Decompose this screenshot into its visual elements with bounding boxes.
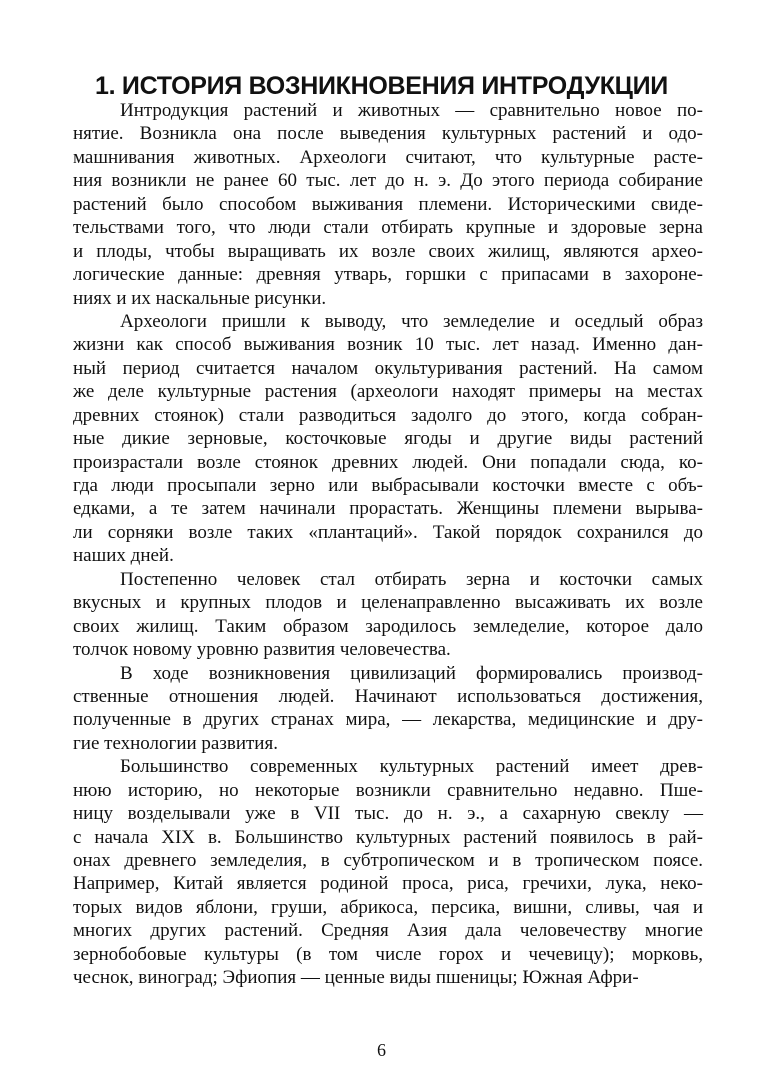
- text-line: нюю историю, но некоторые возникли сравнительно недавно. Пше-: [73, 779, 703, 801]
- text-line: гда люди просыпали зерно или выбрасывали косточки вместе с объ-: [73, 475, 703, 496]
- text-line: с начала XIX в. Большинство культурных растений появилось в рай-: [73, 826, 703, 848]
- paragraph: [73, 568, 703, 662]
- text-line: древних стоянок) стали разводиться задолго до этого, когда собран-: [73, 404, 703, 426]
- text-line: ницу возделывали уже в VII тыс. до н. э., а сахарную свеклу —: [73, 803, 703, 825]
- text-line: толчок новому уровню развития человечества.: [73, 639, 451, 661]
- body-text: [73, 99, 703, 990]
- text-line: ния возникли не ранее 60 тыс. лет до н. э. До этого периода собирание: [73, 170, 703, 192]
- text-line: В ходе возникновения цивилизаций формировались производ-: [120, 662, 703, 684]
- text-line: ли сорняки возле таких «плантаций». Такой порядок сохранился до: [73, 521, 703, 543]
- text-line: Большинство современных культурных растений имеет древ-: [120, 756, 703, 778]
- text-line: многих других растений. Средняя Азия дала человечеству многие: [73, 920, 703, 942]
- text-line: вкусных и крупных плодов и целенаправленно высаживать их возле: [73, 592, 703, 614]
- text-line: гие технологии развития.: [73, 732, 278, 754]
- text-line: же деле культурные растения (археологи находят примеры на местах: [73, 381, 703, 403]
- text-line: растений было способом выживания племени. Историческими свиде-: [73, 193, 703, 215]
- text-line: ниях и их наскальные рисунки.: [73, 287, 327, 309]
- text-line: нятие. Возникла она после выведения культурных растений и одо-: [73, 123, 703, 145]
- text-line: онах древнего земледелия, в субтропическом и в тропическом поясе.: [73, 850, 703, 871]
- text-line: торых видов яблони, груши, абрикоса, персика, вишни, сливы, чая и: [73, 896, 703, 918]
- paragraph: [73, 755, 703, 989]
- paragraph: [73, 310, 703, 568]
- text-line: Интродукция растений и животных — сравнительно новое по-: [120, 100, 703, 121]
- text-line: Археологи пришли к выводу, что земледелие и оседлый образ: [120, 310, 703, 332]
- text-line: зернобобовые культуры (в том числе горох и чечевицу); морковь,: [73, 943, 703, 965]
- text-line: наших дней.: [73, 545, 174, 567]
- text-line: ные дикие зерновые, косточковые ягоды и другие виды растений: [73, 428, 703, 450]
- text-line: жизни как способ выживания возник 10 тыс. лет назад. Именно дан-: [73, 334, 703, 356]
- text-line: чеснок, виноград; Эфиопия — ценные виды пшеницы; Южная Афри-: [73, 967, 639, 989]
- paragraph: [73, 662, 703, 756]
- text-line: машнивания животных. Археологи считают, что культурные расте-: [73, 146, 703, 168]
- text-line: логические данные: древняя утварь, горшки с припасами в захороне-: [73, 264, 703, 286]
- text-line: ственные отношения людей. Начинают использоваться достижения,: [73, 685, 703, 707]
- chapter-title: 1. ИСТОРИЯ ВОЗНИКНОВЕНИЯ ИНТРОДУКЦИИ: [95, 71, 668, 100]
- page-number: 6: [377, 1040, 386, 1060]
- paragraph: [73, 99, 703, 310]
- text-line: и плоды, чтобы выращивать их возле своих жилищ, являются архео-: [73, 240, 703, 262]
- text-line: полученные в других странах мира, — лекарства, медицинские и дру-: [73, 709, 703, 731]
- text-line: ный период считается началом окультуривания растений. На самом: [73, 357, 703, 379]
- text-line: Например, Китай является родиной проса, риса, гречихи, лука, неко-: [73, 873, 703, 895]
- text-line: своих жилищ. Таким образом зародилось земледелие, которое дало: [73, 615, 703, 637]
- text-line: Постепенно человек стал отбирать зерна и косточки самых: [120, 568, 703, 590]
- text-line: едками, а те затем начинали прорастать. Женщины племени вырыва-: [73, 498, 703, 520]
- text-line: тельствами того, что люди стали отбирать крупные и здоровые зерна: [73, 217, 703, 239]
- text-line: произрастали возле стоянок древних людей. Они попадали сюда, ко-: [73, 451, 703, 473]
